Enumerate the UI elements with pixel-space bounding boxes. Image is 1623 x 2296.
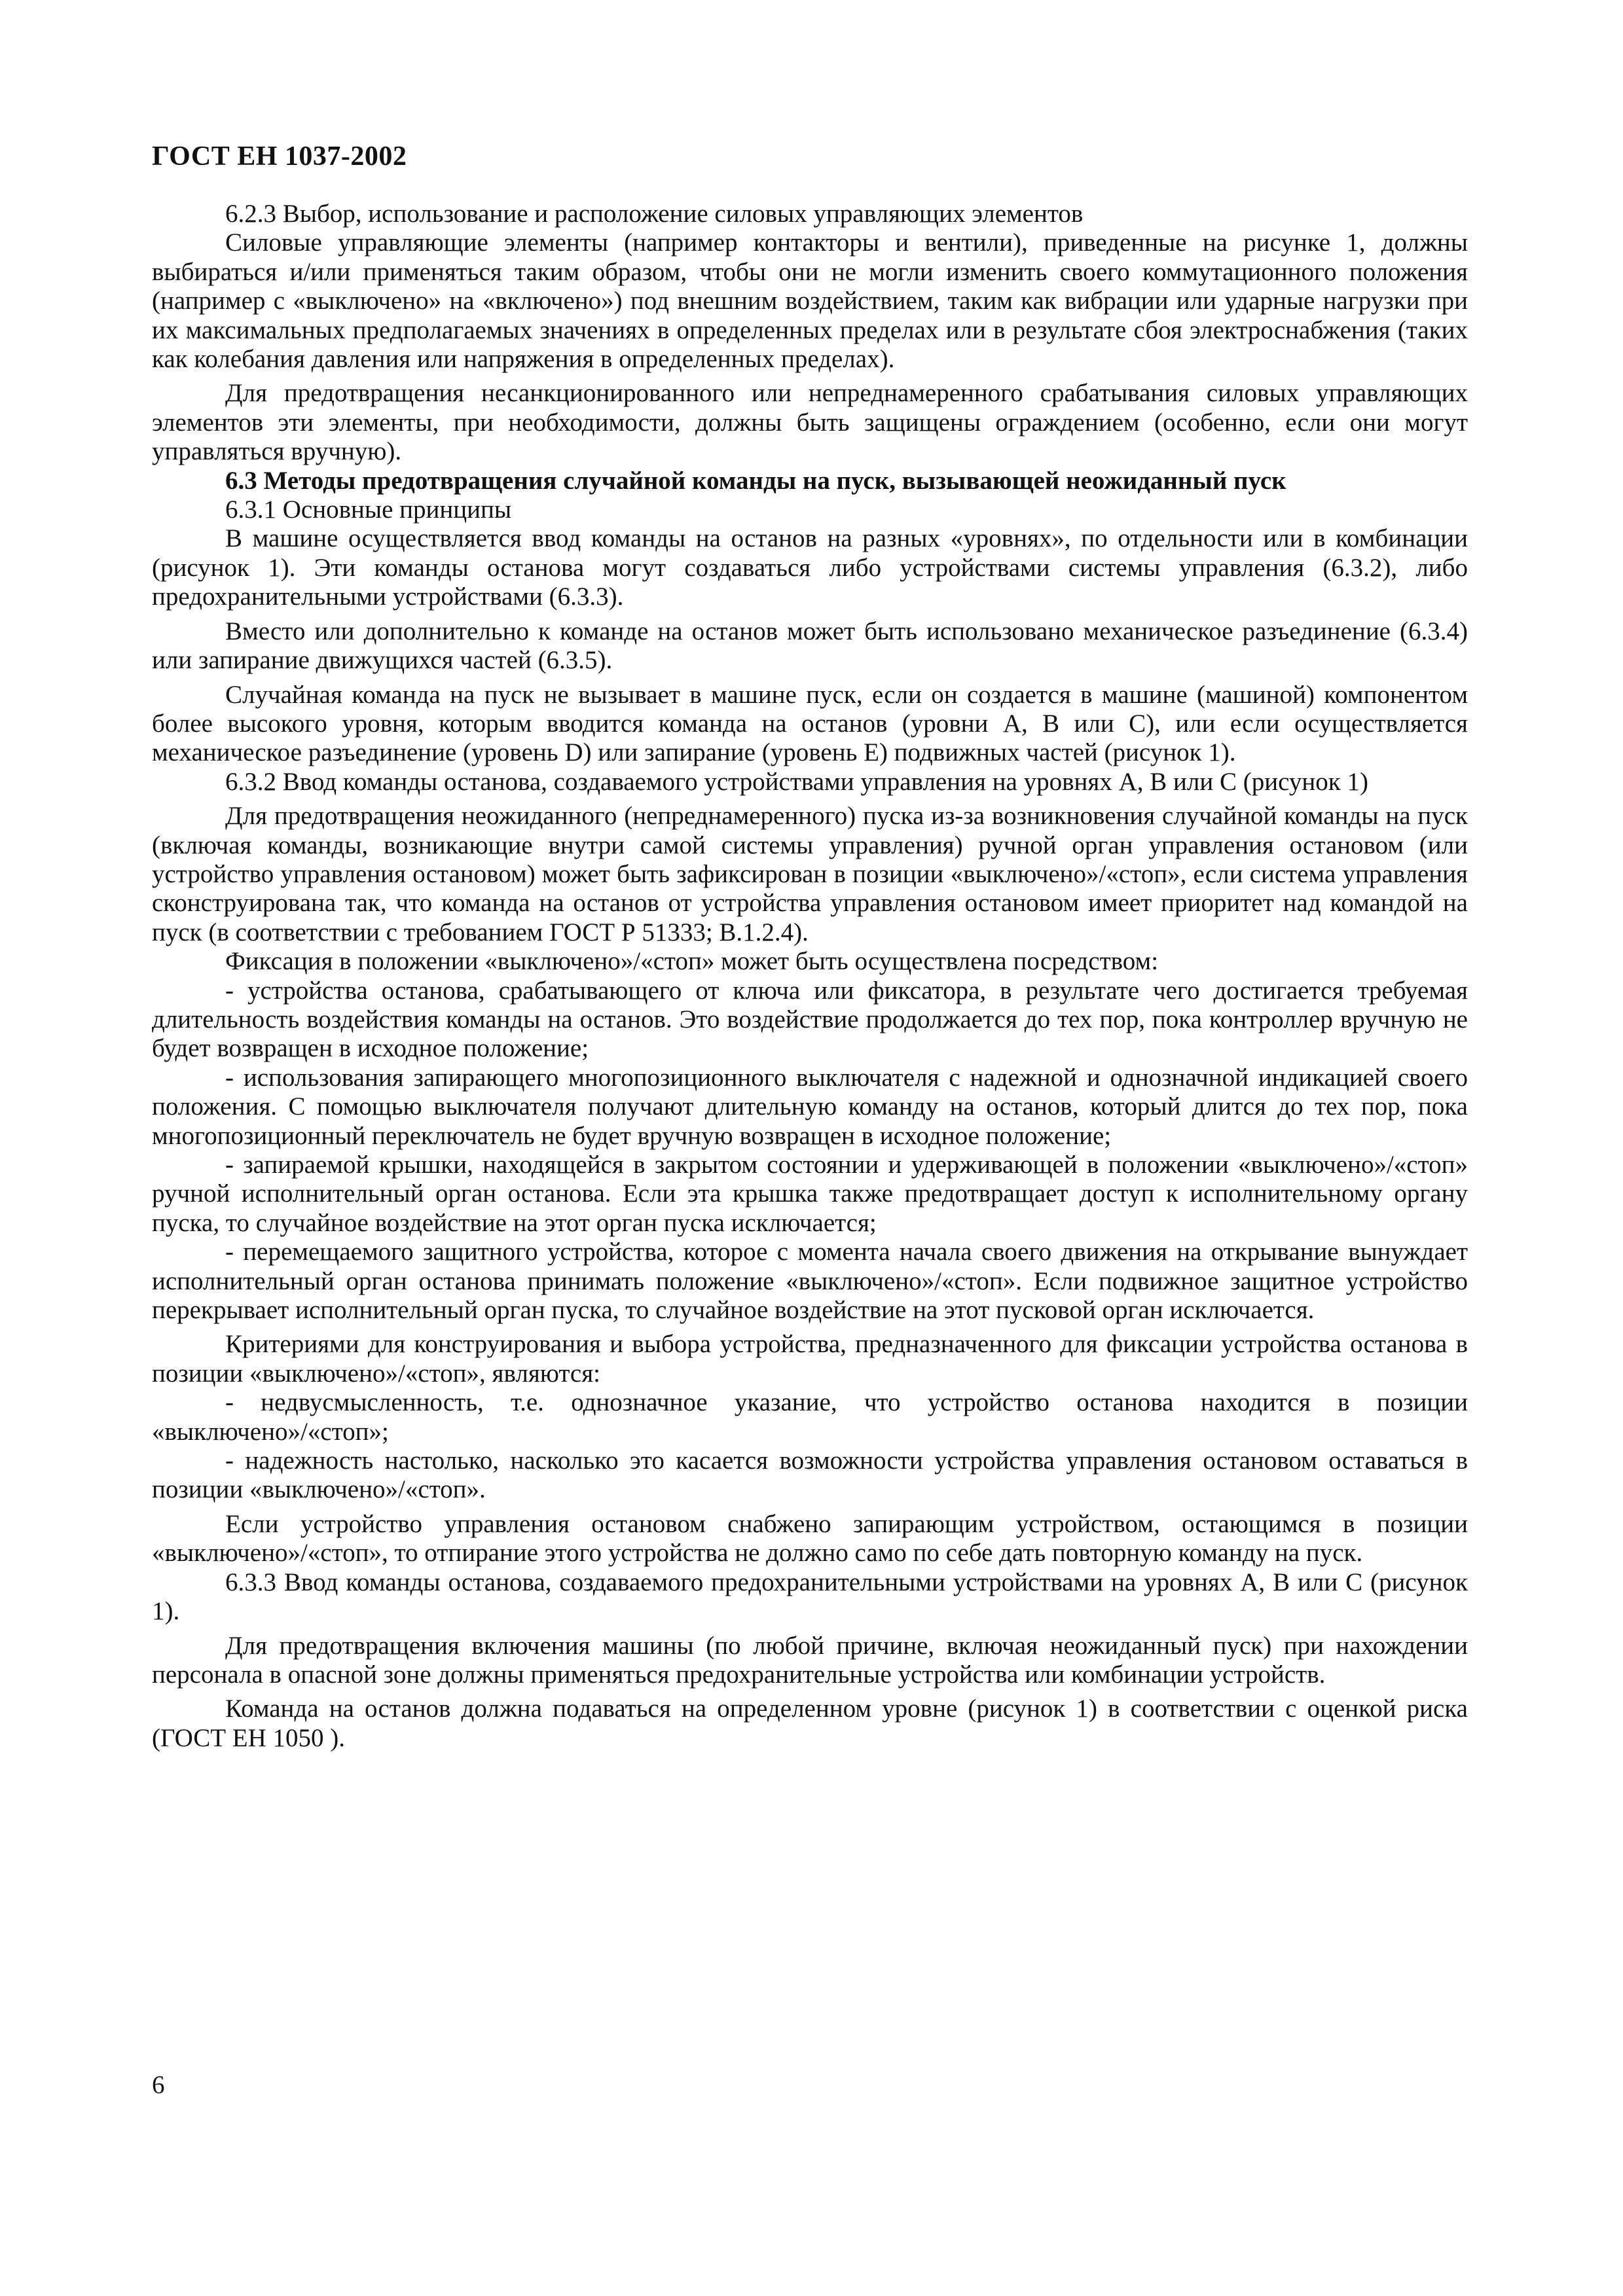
section-heading-6-2-3: 6.2.3 Выбор, использование и расположение силовых управляющих элементов xyxy=(225,200,1084,228)
document-header-title: ГОСТ ЕН 1037-2002 xyxy=(152,141,407,171)
section-heading-6-3-2: 6.3.2 Ввод команды останова, создаваемого устройствами управления на уровнях A, B или C (рисунок 1) xyxy=(225,767,1368,796)
document-body xyxy=(152,200,1468,1753)
section-heading-6-3: 6.3 Методы предотвращения случайной команды на пуск, вызывающей неожиданный пуск xyxy=(225,466,1286,495)
list-item: - устройства останова, срабатывающего от ключа или фиксатора, в результате чего достигается требуемая длительность воздействия команды на останов. Это воздействие продолжается до тех пор, пока контроллер вручную не будет возвращен в исходное положение; xyxy=(152,976,1468,1063)
paragraph: Случайная команда на пуск не вызывает в машине пуск, если он создается в машине (машиной) компонентом более высокого уровня, которым вводится команда на останов (уровни A, B или C), или если осуществляется механическое разъединение (уровень D) или запирание (уровень E) подвижных частей (рисунок 1). xyxy=(152,680,1468,767)
paragraph: Критериями для конструирования и выбора устройства, предназначенного для фиксации устройства останова в позиции «выключено»/«стоп», являются: xyxy=(152,1330,1468,1388)
list-item: - перемещаемого защитного устройства, которое с момента начала своего движения на открывание вынуждает исполнительный орган останова принимать положение «выключено»/«стоп». Если подвижное защитное устройство перекрывает исполнительный орган пуска, то случайное воздействие на этот пусковой орган исключается. xyxy=(152,1238,1468,1325)
paragraph: Фиксация в положении «выключено»/«стоп» может быть осуществлена посредством: xyxy=(225,947,1159,976)
paragraph: Силовые управляющие элементы (например контакторы и вентили), приведенные на рисунке 1, должны выбираться и/или применяться таким образом, чтобы они не могли изменить своего коммутационного положения (например с «выключено» на «включено») под внешним воздействием, таким как вибрации или ударные нагрузки при их максимальных предполагаемых значениях в определенных пределах или в результате сбоя электроснабжения (таких как колебания давления или напряжения в определенных пределах). xyxy=(152,228,1468,374)
list-item: - использования запирающего многопозиционного выключателя с надежной и однозначной индикацией своего положения. С помощью выключателя получают длительную команду на останов, который длится до тех пор, пока многопозиционный переключатель не будет вручную возвращен в исходное положение; xyxy=(152,1063,1468,1150)
list-item: - надежность настолько, насколько это касается возможности устройства управления остановом оставаться в позиции «выключено»/«стоп». xyxy=(152,1446,1468,1504)
page-number: 6 xyxy=(152,2071,165,2099)
paragraph: Для предотвращения включения машины (по любой причине, включая неожиданный пуск) при нахождении персонала в опасной зоне должны применяться предохранительные устройства или комбинации устройств. xyxy=(152,1631,1468,1689)
paragraph: Если устройство управления остановом снабжено запирающим устройством, остающимся в позиции «выключено»/«стоп», то отпирание этого устройства не должно само по себе дать повторную команду на пуск. xyxy=(152,1509,1468,1568)
paragraph: Вместо или дополнительно к команде на останов может быть использовано механическое разъединение (6.3.4) или запирание движущихся частей (6.3.5). xyxy=(152,617,1468,675)
paragraph: Команда на останов должна подаваться на определенном уровне (рисунок 1) в соответствии с оценкой риска (ГОСТ ЕН 1050 ). xyxy=(152,1695,1468,1752)
section-heading-6-3-1: 6.3.1 Основные принципы xyxy=(225,495,512,524)
paragraph: Для предотвращения неожиданного (непреднамеренного) пуска из-за возникновения случайной команды на пуск (включая команды, возникающие внутри самой системы управления) ручной орган управления остановом (или устройство управления остановом) может быть зафиксирован в позиции «выключено»/«стоп», если система управления сконструирована так, что команда на останов от устройства управления остановом имеет приоритет над командой на пуск (в соответствии с требованием ГОСТ Р 51333; B.1.2.4). xyxy=(152,802,1468,946)
list-item: - запираемой крышки, находящейся в закрытом состоянии и удерживающей в положении «выключено»/«стоп» ручной исполнительный орган останова. Если эта крышка также предотвращает доступ к исполнительному органу пуска, то случайное воздействие на этот орган пуска исключается; xyxy=(152,1151,1468,1237)
section-heading-6-3-3: 6.3.3 Ввод команды останова, создаваемого предохранительными устройствами на уровнях A, B или C (рисунок 1). xyxy=(152,1568,1468,1626)
paragraph: Для предотвращения несанкционированного или непреднамеренного срабатывания силовых управляющих элементов эти элементы, при необходимости, должны быть защищены ограждением (особенно, если они могут управляться вручную). xyxy=(152,379,1468,466)
list-item: - недвусмысленность, т.е. однозначное указание, что устройство останова находится в позиции «выключено»/«стоп»; xyxy=(152,1388,1468,1446)
paragraph: В машине осуществляется ввод команды на останов на разных «уровнях», по отдельности или в комбинации (рисунок 1). Эти команды останова могут создаваться либо устройствами системы управления (6.3.2), либо предохранительными устройствами (6.3.3). xyxy=(152,524,1468,611)
